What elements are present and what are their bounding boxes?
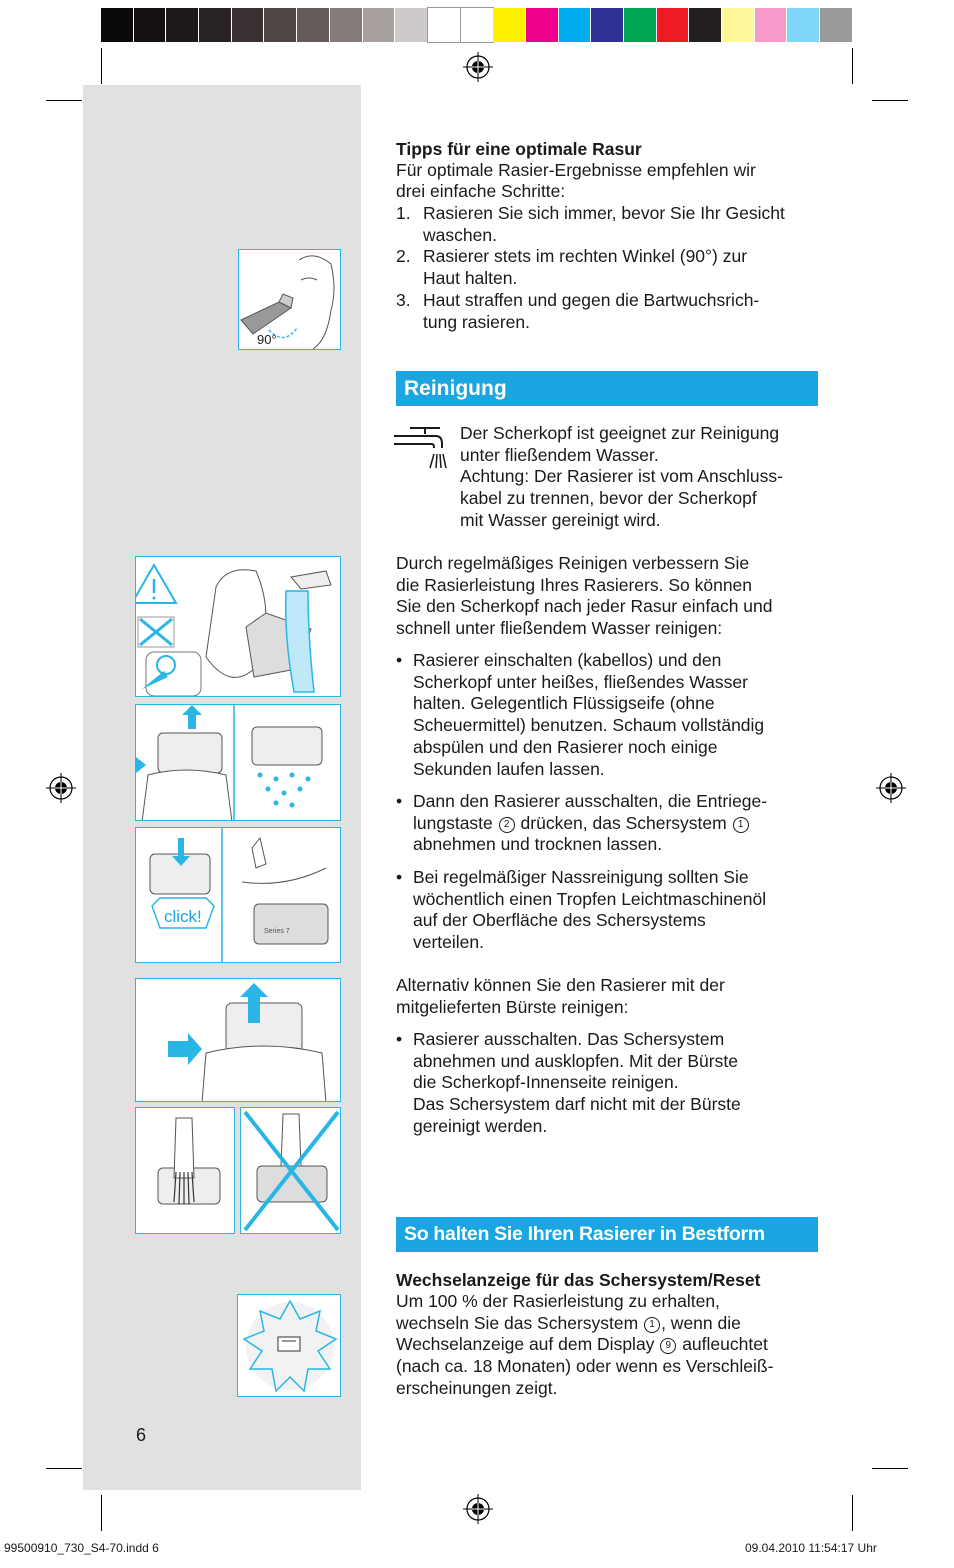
click-label: click! — [164, 907, 202, 926]
tips-title: Tipps für eine optimale Rasur — [396, 139, 642, 159]
color-swatch — [232, 8, 265, 42]
cleaning-bullet: • Dann den Rasierer ausschalten, die Entriege- lungstaste 2 drücken, das Schersystem 1 abnehmen und trocknen lassen. — [396, 791, 768, 855]
tips-intro-line: drei einfache Schritte: — [396, 181, 566, 201]
color-swatch — [591, 8, 624, 42]
figure-reattach-oil — [135, 827, 341, 963]
color-swatch — [166, 8, 199, 42]
color-swatch — [755, 8, 788, 42]
water-note: Der Scherkopf ist geeignet zur Reinigung unter fließendem Wasser. Achtung: Der Rasierer ist vom Anschluss- kabel zu trennen, bevor der Scherkopf mit Wasser gereinigt wird. — [460, 423, 783, 530]
registration-mark-icon — [46, 773, 76, 803]
list-number: 2. — [396, 246, 411, 267]
crop-mark — [872, 100, 908, 101]
crop-mark — [872, 1468, 908, 1469]
part-ref-1: 1 — [644, 1317, 660, 1333]
color-swatch — [559, 8, 592, 42]
tips-intro-line: Für optimale Rasier-Ergebnisse empfehlen wir — [396, 160, 756, 180]
part-ref-1: 1 — [733, 817, 749, 833]
figure-shaving-angle — [238, 249, 341, 350]
color-swatch — [689, 8, 722, 42]
registration-mark-icon — [463, 1494, 493, 1524]
list-number: 1. — [396, 203, 411, 223]
figure-brush-inside — [135, 1107, 235, 1234]
list-text: Rasierer stets im rechten Winkel (90°) zur Haut halten. — [423, 246, 748, 289]
crop-mark — [46, 1468, 82, 1469]
angle-label: 90° — [257, 332, 277, 347]
cleaning-bullet: • Rasierer einschalten (kabellos) und den Scherkopf unter heißes, fließendes Wasser halten. Gelegentlich Flüssigseife (ohne Scheuermittel) benutzen. Schaum vollständig abspülen und den Rasierer noch einige Sekunden laufen lassen. — [396, 650, 765, 779]
section-heading-maintenance: So halten Sie Ihren Rasierer in Bestform — [396, 1217, 818, 1252]
figure-remove-for-brush — [135, 978, 341, 1102]
registration-mark-icon — [876, 773, 906, 803]
footer-file-info: 99500910_730_S4-70.indd 6 — [4, 1541, 159, 1555]
registration-mark-icon — [463, 52, 493, 82]
alternative-paragraph: Alternativ können Sie den Rasierer mit der mitgelieferten Bürste reinigen: — [396, 975, 725, 1017]
list-text: Haut straffen und gegen die Bartwuchsrich- tung rasieren. — [423, 289, 760, 332]
color-swatch — [657, 8, 690, 42]
color-swatch — [493, 8, 526, 42]
color-swatch — [820, 8, 853, 42]
color-swatch — [395, 8, 428, 42]
crop-mark — [46, 100, 82, 101]
crop-mark — [852, 1495, 853, 1531]
color-swatch — [624, 8, 657, 42]
list-text: Rasieren Sie sich immer, bevor Sie Ihr Gesicht waschen. — [423, 203, 785, 245]
color-swatch — [134, 8, 167, 42]
cleaning-bullet: • Rasierer ausschalten. Das Schersystem abnehmen und ausklopfen. Mit der Bürste die Scherkopf-Innenseite reinigen. Das Schersystem darf nicht mit der Bürste gereinigt werden. — [396, 1029, 741, 1136]
footer-timestamp: 09.04.2010 11:54:17 Uhr — [745, 1541, 877, 1555]
figure-rinse-shaver — [135, 556, 341, 697]
page-number: 6 — [136, 1425, 147, 1445]
crop-mark — [852, 48, 853, 84]
series-label: Series 7 — [264, 928, 290, 935]
section-heading-cleaning: Reinigung — [396, 371, 818, 406]
color-swatch — [199, 8, 232, 42]
part-ref-2: 2 — [499, 817, 515, 833]
tips-list — [396, 203, 826, 333]
figure-remove-cassette — [135, 704, 341, 821]
cleaning-bullet: • Bei regelmäßiger Nassreinigung sollten Sie wöchentlich einen Tropfen Leichtmaschinenöl auf der Oberfläche des Schersystems verteilen. — [396, 867, 767, 953]
tips-list-item — [396, 246, 826, 289]
maintenance-subtitle: Wechselanzeige für das Schersystem/Reset — [396, 1270, 761, 1290]
maintenance-text: Um 100 % der Rasierleistung zu erhalten, wechseln Sie das Schersystem 1 , wenn die Wechselanzeige auf dem Display 9 aufleuchtet (nach ca. 18 Monaten) oder wenn es Verschleiß- erscheinungen zeigt. — [396, 1291, 774, 1398]
color-swatch — [297, 8, 330, 42]
crop-mark — [101, 1495, 102, 1531]
list-number: 3. — [396, 289, 411, 310]
color-swatch — [428, 8, 461, 42]
part-ref-9: 9 — [660, 1338, 676, 1354]
crop-mark — [101, 48, 102, 84]
color-calibration-bar — [101, 8, 853, 42]
color-swatch — [363, 8, 396, 42]
tips-list-item — [396, 290, 826, 333]
color-swatch — [461, 8, 494, 42]
water-tap-icon — [394, 424, 448, 474]
color-swatch — [722, 8, 755, 42]
figure-replacement-indicator — [237, 1294, 341, 1397]
figure-no-brush-on-foil — [240, 1107, 341, 1234]
color-swatch — [526, 8, 559, 42]
color-swatch — [264, 8, 297, 42]
color-swatch — [330, 8, 363, 42]
color-swatch — [101, 8, 134, 42]
tips-list-item — [396, 203, 826, 246]
color-swatch — [787, 8, 820, 42]
cleaning-paragraph: Durch regelmäßiges Reinigen verbessern Sie die Rasierleistung Ihres Rasierers. So können Sie den Scherkopf nach jeder Rasur einfach und schnell unter fließendem Wasser reinigen: — [396, 553, 773, 639]
